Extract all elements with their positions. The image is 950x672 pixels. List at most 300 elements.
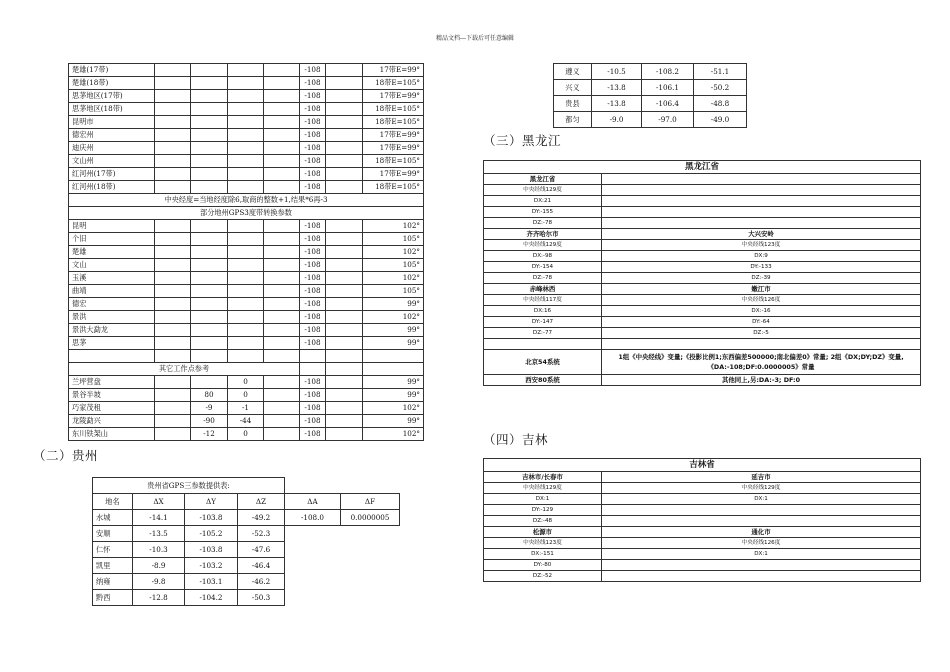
- table-cell: [228, 90, 264, 103]
- table-cell: [191, 168, 228, 181]
- table-cell: 纳雍: [93, 574, 133, 590]
- table-cell: 曲靖: [69, 285, 155, 298]
- table-cell: [602, 571, 921, 582]
- table-cell: [326, 363, 363, 376]
- table-cell: 105°: [363, 233, 424, 246]
- heilongjiang-param-table: [483, 160, 921, 386]
- table-cell: [326, 246, 363, 259]
- table-cell: 仁怀: [93, 542, 133, 558]
- table-row: [69, 389, 424, 402]
- table-row: [484, 483, 921, 494]
- table-cell: [341, 526, 400, 542]
- table-cell: 红河州(18带): [69, 181, 155, 194]
- table-cell: [191, 246, 228, 259]
- table-cell: [191, 64, 228, 77]
- table-cell: DX:21: [484, 196, 602, 207]
- table-cell: DX:-16: [602, 306, 921, 317]
- table-cell: [264, 324, 300, 337]
- jilin-param-table: [483, 458, 921, 582]
- table-cell: DZ:-77: [484, 328, 602, 339]
- table-cell: 18带E=105°: [363, 181, 424, 194]
- table-cell: [264, 389, 300, 402]
- table-cell: [228, 298, 264, 311]
- table-row: [93, 574, 400, 590]
- section-heading-jilin: （四）吉林: [483, 432, 549, 447]
- table-cell: [484, 339, 602, 350]
- table-cell: [228, 168, 264, 181]
- table-cell: [326, 376, 363, 389]
- table-cell: 中央经线117度: [484, 295, 602, 306]
- table-row: [93, 590, 400, 606]
- table-cell: 遵义: [554, 64, 592, 80]
- table-cell: [191, 103, 228, 116]
- table-cell: [155, 77, 191, 90]
- table-cell: -108.2: [642, 64, 694, 80]
- table-cell: [602, 196, 921, 207]
- table-cell: -47.6: [238, 542, 285, 558]
- table-cell: [228, 350, 264, 363]
- table-cell: [264, 337, 300, 350]
- table-cell: -10.3: [133, 542, 185, 558]
- table-cell: 102°: [363, 220, 424, 233]
- table-row: [484, 339, 921, 350]
- table-cell: -108: [300, 428, 326, 441]
- table-cell: [264, 181, 300, 194]
- table-cell: [300, 363, 326, 376]
- table-cell: -108: [300, 402, 326, 415]
- table-cell: [228, 77, 264, 90]
- table-cell: [602, 174, 921, 185]
- table-cell: [326, 142, 363, 155]
- table-cell: 楚雄(17带): [69, 64, 155, 77]
- table-cell: -108: [300, 246, 326, 259]
- table-cell: [264, 246, 300, 259]
- table-cell: [326, 233, 363, 246]
- table-cell: -108: [300, 103, 326, 116]
- table-cell: [326, 324, 363, 337]
- table-cell: -108.0: [285, 510, 341, 526]
- table-cell: DX:1: [602, 494, 921, 505]
- table-cell: 松源市: [484, 527, 602, 538]
- table-cell: [191, 298, 228, 311]
- table-cell: -103.8: [185, 542, 238, 558]
- table-row: [69, 298, 424, 311]
- table-cell: [326, 337, 363, 350]
- table-cell: -108: [300, 285, 326, 298]
- table-cell: [602, 185, 921, 196]
- table-cell: DY:-147: [484, 317, 602, 328]
- table-row: [69, 90, 424, 103]
- table-cell: -103.2: [185, 558, 238, 574]
- table-cell: DZ:-78: [484, 218, 602, 229]
- table-cell: [264, 272, 300, 285]
- table-cell: [191, 116, 228, 129]
- table-cell: [191, 311, 228, 324]
- table-cell: -104.2: [185, 590, 238, 606]
- table-cell: DX:16: [484, 306, 602, 317]
- table-cell: 延吉市: [602, 472, 921, 483]
- table-cell: [326, 415, 363, 428]
- table-row: [69, 415, 424, 428]
- table-row: [484, 505, 921, 516]
- table-cell: [155, 376, 191, 389]
- table-row: [484, 571, 921, 582]
- table-cell: [264, 402, 300, 415]
- table-row: [554, 96, 747, 112]
- table-row: [69, 129, 424, 142]
- table-cell: 德宏: [69, 298, 155, 311]
- table-cell: 105°: [363, 259, 424, 272]
- table-cell: [285, 526, 341, 542]
- table-row: [69, 64, 424, 77]
- table-row: [484, 207, 921, 218]
- table-row: [484, 317, 921, 328]
- table-cell: -8.9: [133, 558, 185, 574]
- table-cell: [264, 415, 300, 428]
- table-cell: [191, 233, 228, 246]
- table-cell: 18带E=105°: [363, 77, 424, 90]
- table-cell: 思茅: [69, 337, 155, 350]
- table-cell: [191, 285, 228, 298]
- table-cell: [228, 155, 264, 168]
- table-row: [69, 285, 424, 298]
- table-cell: DX:1: [484, 494, 602, 505]
- table-cell: -108: [300, 259, 326, 272]
- table-cell: -108: [300, 64, 326, 77]
- table-cell: [326, 402, 363, 415]
- table-cell: -50.2: [694, 80, 747, 96]
- table-cell: 99°: [363, 376, 424, 389]
- table-cell: [602, 218, 921, 229]
- table-cell: -108: [300, 233, 326, 246]
- table-cell: DX:-98: [484, 251, 602, 262]
- table-row: [484, 174, 921, 185]
- table-cell: -108: [300, 415, 326, 428]
- table-cell: [228, 311, 264, 324]
- table-row: [484, 494, 921, 505]
- table-cell: DY:-129: [484, 505, 602, 516]
- table-cell: -52.3: [238, 526, 285, 542]
- table-cell: [191, 77, 228, 90]
- column-header: ΔY: [185, 494, 238, 510]
- table-row: [484, 306, 921, 317]
- table-cell: [264, 350, 300, 363]
- heilongjiang-title: 黑龙江省: [484, 161, 921, 174]
- table-cell: DX:-151: [484, 549, 602, 560]
- table-row: [484, 549, 921, 560]
- table-cell: [155, 168, 191, 181]
- table-row: [69, 350, 424, 363]
- table-cell: 昆明: [69, 220, 155, 233]
- table-cell: [155, 64, 191, 77]
- table-cell: [264, 220, 300, 233]
- table-cell: [326, 350, 363, 363]
- table-row: [69, 272, 424, 285]
- table-cell: [602, 339, 921, 350]
- table-cell: -108: [300, 77, 326, 90]
- table-cell: 文山: [69, 259, 155, 272]
- formula-note: 中央经度=当地经度除6,取商的整数+1,结果*6再-3: [69, 194, 424, 207]
- table-cell: [155, 142, 191, 155]
- table-cell: [326, 389, 363, 402]
- table-cell: 迪庆州: [69, 142, 155, 155]
- table-cell: DY:-133: [602, 262, 921, 273]
- table-cell: [155, 285, 191, 298]
- table-cell: [264, 103, 300, 116]
- table-cell: [191, 220, 228, 233]
- table-cell: [228, 246, 264, 259]
- table-cell: DZ:-52: [484, 571, 602, 582]
- table-cell: DX:9: [602, 251, 921, 262]
- table-cell: 北京54系统: [484, 350, 602, 375]
- table-row: [69, 402, 424, 415]
- table-cell: 99°: [363, 298, 424, 311]
- table-cell: [326, 90, 363, 103]
- table-cell: [326, 168, 363, 181]
- table-cell: 中央经线126度: [602, 295, 921, 306]
- table-cell: -103.1: [185, 574, 238, 590]
- table-cell: -108: [300, 337, 326, 350]
- table-cell: [155, 311, 191, 324]
- table-row: [69, 103, 424, 116]
- section-subtitle: 部分地州GPS3度带转换参数: [69, 207, 424, 220]
- table-cell: [155, 298, 191, 311]
- table-cell: -9.8: [133, 574, 185, 590]
- table-cell: -1: [228, 402, 264, 415]
- table-row: [69, 142, 424, 155]
- table-cell: 凯里: [93, 558, 133, 574]
- table-cell: -12: [191, 428, 228, 441]
- table-cell: 99°: [363, 389, 424, 402]
- table-cell: 黑龙江省: [484, 174, 602, 185]
- table-cell: [228, 64, 264, 77]
- table-cell: [264, 116, 300, 129]
- table-cell: 中央经线123度: [484, 538, 602, 549]
- table-header-row: [93, 494, 400, 510]
- table-cell: 99°: [363, 415, 424, 428]
- table-cell: 102°: [363, 246, 424, 259]
- table-cell: [191, 324, 228, 337]
- table-cell: -108: [300, 142, 326, 155]
- table-row: [554, 64, 747, 80]
- table-cell: 嫩江市: [602, 284, 921, 295]
- table-cell: [326, 129, 363, 142]
- table-cell: [326, 103, 363, 116]
- table-cell: [191, 272, 228, 285]
- table-cell: 思茅地区(18带): [69, 103, 155, 116]
- table-cell: [155, 103, 191, 116]
- table-cell: [155, 129, 191, 142]
- table-cell: [228, 337, 264, 350]
- table-cell: [264, 77, 300, 90]
- table-cell: [285, 558, 341, 574]
- table-cell: DY:-155: [484, 207, 602, 218]
- table-cell: [155, 350, 191, 363]
- table-cell: -108: [300, 376, 326, 389]
- table-row: [484, 560, 921, 571]
- table-row: [554, 80, 747, 96]
- table-cell: [228, 142, 264, 155]
- table-cell: -108: [300, 389, 326, 402]
- table-cell: [228, 272, 264, 285]
- table-cell: -46.4: [238, 558, 285, 574]
- table-row: [484, 273, 921, 284]
- table-cell: 通化市: [602, 527, 921, 538]
- table-cell: [191, 181, 228, 194]
- table-cell: -9: [191, 402, 228, 415]
- table-cell: 18带E=105°: [363, 103, 424, 116]
- table-cell: DZ:-78: [484, 273, 602, 284]
- table-cell: -108: [300, 116, 326, 129]
- page-header: 精品文档---下载后可任意编辑: [435, 35, 515, 42]
- table-cell: 巧家茂租: [69, 402, 155, 415]
- table-cell: [264, 90, 300, 103]
- table-cell: -49.0: [694, 112, 747, 128]
- table-cell: [264, 155, 300, 168]
- table-cell: -108: [300, 272, 326, 285]
- table-cell: 吉林市/长春市: [484, 472, 602, 483]
- table-cell: 0: [228, 389, 264, 402]
- table-row: [69, 116, 424, 129]
- table-cell: [191, 259, 228, 272]
- table-cell: [264, 259, 300, 272]
- table-row: [484, 328, 921, 339]
- table-row: [69, 233, 424, 246]
- table-cell: [264, 311, 300, 324]
- section-heading-heilongjiang: （三）黑龙江: [483, 133, 562, 148]
- table-cell: 99°: [363, 337, 424, 350]
- table-cell: 安顺: [93, 526, 133, 542]
- table-cell: [155, 337, 191, 350]
- table-cell: 楚雄(18带): [69, 77, 155, 90]
- table-row: [484, 262, 921, 273]
- table-cell: [326, 77, 363, 90]
- jilin-title: 吉林省: [484, 459, 921, 472]
- table-row: [93, 558, 400, 574]
- table-cell: -50.3: [238, 590, 285, 606]
- table-row: [69, 220, 424, 233]
- table-cell: 17带E=99°: [363, 64, 424, 77]
- table-cell: 赤峰林西: [484, 284, 602, 295]
- table-cell: [155, 415, 191, 428]
- table-cell: [155, 389, 191, 402]
- table-cell: [191, 90, 228, 103]
- table-cell: [602, 207, 921, 218]
- table-cell: [326, 220, 363, 233]
- table-cell: [341, 542, 400, 558]
- table-cell: -108: [300, 155, 326, 168]
- table-cell: -14.1: [133, 510, 185, 526]
- table-row: [69, 376, 424, 389]
- table-cell: -13.8: [592, 80, 642, 96]
- table-cell: [326, 285, 363, 298]
- table-cell: [155, 272, 191, 285]
- table-cell: -108: [300, 220, 326, 233]
- table-cell: -108: [300, 129, 326, 142]
- table-cell: [264, 376, 300, 389]
- table-cell: 102°: [363, 272, 424, 285]
- table-cell: DZ:-5: [602, 328, 921, 339]
- table-cell: -108: [300, 324, 326, 337]
- table-cell: [264, 298, 300, 311]
- table-cell: -51.1: [694, 64, 747, 80]
- table-cell: 东川铁架山: [69, 428, 155, 441]
- table-cell: [228, 324, 264, 337]
- table-cell: [228, 116, 264, 129]
- table-cell: [341, 558, 400, 574]
- table-cell: 102°: [363, 402, 424, 415]
- table-cell: -105.2: [185, 526, 238, 542]
- table-cell: [341, 590, 400, 606]
- guizhou-caption: 贵州省GPS三参数提供表:: [93, 478, 285, 494]
- table-cell: -108: [300, 90, 326, 103]
- table-cell: [69, 350, 155, 363]
- table-cell: [602, 516, 921, 527]
- table-cell: [285, 542, 341, 558]
- table-cell: [326, 64, 363, 77]
- table-cell: [228, 103, 264, 116]
- table-cell: 黔西: [93, 590, 133, 606]
- table-row: [93, 526, 400, 542]
- table-row: [484, 284, 921, 295]
- table-cell: [326, 155, 363, 168]
- table-cell: 都匀: [554, 112, 592, 128]
- table-cell: 99°: [363, 324, 424, 337]
- table-cell: 齐齐哈尔市: [484, 229, 602, 240]
- table-cell: DZ:-39: [602, 273, 921, 284]
- table-cell: [191, 350, 228, 363]
- table-row: [484, 375, 921, 386]
- table-cell: 0: [228, 428, 264, 441]
- table-cell: DY:-80: [484, 560, 602, 571]
- table-row: [484, 218, 921, 229]
- table-cell: 兴义: [554, 80, 592, 96]
- table-cell: -108: [300, 168, 326, 181]
- table-cell: -9.0: [592, 112, 642, 128]
- table-row: [69, 337, 424, 350]
- table-cell: [228, 233, 264, 246]
- table-cell: [363, 363, 424, 376]
- table-cell: 德宏州: [69, 129, 155, 142]
- table-cell: 玉溪: [69, 272, 155, 285]
- table-row: [93, 542, 400, 558]
- table-cell: 文山州: [69, 155, 155, 168]
- table-cell: 102°: [363, 428, 424, 441]
- table-cell: [264, 285, 300, 298]
- table-cell: -44: [228, 415, 264, 428]
- table-cell: 景洪: [69, 311, 155, 324]
- table-cell: 水城: [93, 510, 133, 526]
- table-row: [484, 472, 921, 483]
- table-cell: [326, 311, 363, 324]
- table-cell: 17带E=99°: [363, 90, 424, 103]
- table-cell: 中央经线129度: [484, 185, 602, 196]
- table-cell: -10.5: [592, 64, 642, 80]
- table-row: [69, 246, 424, 259]
- table-cell: [326, 272, 363, 285]
- table-row: [69, 428, 424, 441]
- table-row: [484, 251, 921, 262]
- column-header: ΔA: [285, 494, 341, 510]
- table-row: [484, 350, 921, 375]
- table-cell: [228, 129, 264, 142]
- table-cell: 西安80系统: [484, 375, 602, 386]
- table-cell: [155, 181, 191, 194]
- table-cell: -49.2: [238, 510, 285, 526]
- table-cell: 中央经线126度: [602, 538, 921, 549]
- table-row: [69, 311, 424, 324]
- table-cell: -103.8: [185, 510, 238, 526]
